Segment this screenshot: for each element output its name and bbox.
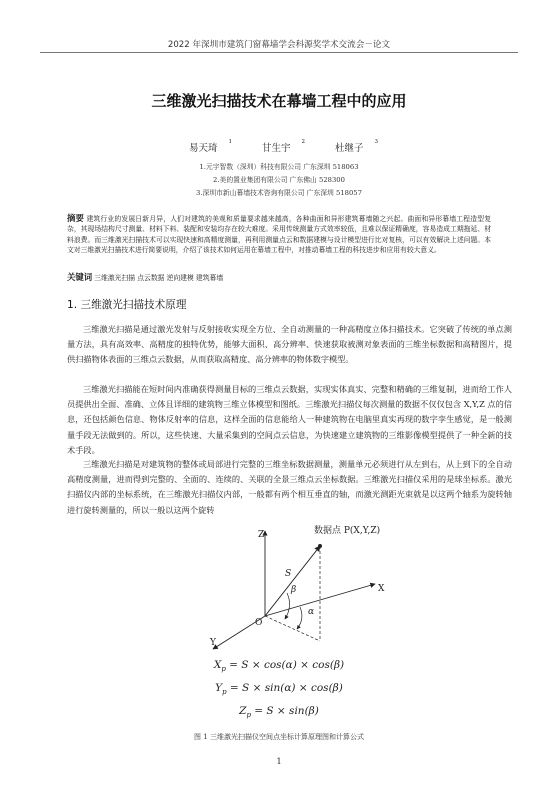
author-name: 甘生宇 bbox=[261, 143, 291, 154]
affiliation: 3.深圳市新山幕墙技术咨询有限公司 广东深圳 518057 bbox=[196, 189, 362, 197]
equation-subscript: p bbox=[246, 711, 251, 720]
equation-variable: X bbox=[213, 659, 222, 671]
section-heading: 1. 三维激光扫描技术原理 bbox=[67, 299, 187, 311]
equation bbox=[0, 705, 558, 719]
origin-label: O bbox=[255, 618, 263, 628]
equation-variable: Z bbox=[239, 705, 247, 717]
body-paragraph: 三维激光扫描是通过激光发射与反射接收实现全方位、全自动测量的一种高精度立体扫描技术。它突破了传统的单点测量方法，具有高效率、高精度的独特优势，能够大面积、高分辨率、快速获取被测对象表面的三维坐标数据和高精图片，提供扫描物体表面的三维点云数据，从而获取高精度、高分辨率的物体数字模型。 bbox=[67, 324, 512, 365]
equation-expression: = S × sin(β) bbox=[250, 705, 319, 717]
data-point bbox=[318, 544, 322, 548]
author-name: 杜继子 bbox=[335, 143, 364, 154]
author-list bbox=[0, 140, 558, 154]
point-label: 数据点 P(X,Y,Z) bbox=[314, 526, 381, 536]
body-paragraph: 三维激光扫描是对建筑物的整体或局部进行完整的三维坐标数据测量，测量单元必须进行从左到右，从上到下的全自动高精度测量，进而得到完整的、全面的、连续的、关联的全景三维点云坐标数据。三维激光扫描仪采用的是球坐标系。激光扫描仪内部的坐标系统，在三维激光扫描仪内部，一般都有两个相互垂直的轴，而激光测距光束就是以这两个轴系为旋转轴进行旋转测量的，所以一般以这两个旋转 bbox=[67, 459, 512, 515]
author bbox=[326, 139, 379, 154]
keywords-text: 三维激光扫描 点云数据 逆向建模 建筑幕墙 bbox=[92, 274, 224, 282]
alpha-label: α bbox=[308, 607, 315, 617]
y-axis-label: Y bbox=[210, 638, 216, 648]
x-axis-label: X bbox=[378, 584, 385, 594]
author-name: 易天琦 bbox=[188, 143, 218, 154]
keywords bbox=[67, 271, 223, 283]
beta-label: β bbox=[291, 585, 297, 595]
figure-caption: 图 1 三维激光扫描仪空间点坐标计算原理图和计算公式 bbox=[194, 733, 364, 741]
abstract-text: 建筑行业的发展日新月异，人们对建筑的美观和质量要求越来越高，各种曲面和异形建筑幕墙随之兴起。曲面和异形幕墙工程造型复杂，其现场结构尺寸测量、材料下料、装配和安装均存在较大难度。采用传统测量方式效率较低，且难以保证精确度，容易造成工期拖延、材料浪费。而三维激光扫描技术可以实现快速和高精度测量，再利用测量点云和数据建模与设计模型进行比对复核，可以有效解决上述问题。本文对三维激光扫描技术进行简要说明，介绍了该技术如何运用在幕墙工程中，对推动幕墙工程的科技进步和应用有较大意义。 bbox=[67, 215, 491, 254]
author-affiliation-mark: 1 bbox=[228, 139, 232, 145]
equation-subscript: p bbox=[222, 688, 227, 697]
alpha-arc bbox=[297, 607, 302, 629]
equation bbox=[0, 682, 558, 696]
equation bbox=[0, 659, 558, 673]
affiliation: 2.美的置业集团有限公司 广东佛山 528300 bbox=[213, 176, 345, 184]
equation-expression: = S × cos(α) × cos(β) bbox=[225, 659, 345, 671]
paper-title: 三维激光扫描技术在幕墙工程中的应用 bbox=[151, 92, 407, 110]
running-header: 2022 年深圳市建筑门窗幕墙学会科源奖学术交流会－论文 bbox=[167, 40, 391, 50]
author bbox=[180, 139, 232, 154]
abstract-label: 摘要 bbox=[67, 213, 85, 223]
body-paragraph: 三维激光扫描能在短时间内准确获得测量目标的三维点云数据，实现实体真实、完整和精确的三维复制，进而给工作人员提供出全面、准确、立体且详细的建筑物三维立体模型和图纸。三维激光扫描仪每次测量的数据不仅仅包含 X,Y,Z 点的信息，还包括颜色信息、物体反射率的信息，这样全面的信息能给人一种建筑物在电脑里真实再现的数字孪生感觉，是一般测量手段无法做到的。所以，这些快速、大量采集到的空间点云信息，为快速建立建筑物的三维影像模型提供了一种全新的技术手段。 bbox=[67, 384, 512, 455]
author-affiliation-mark: 3 bbox=[374, 139, 379, 145]
equation-variable: Y bbox=[215, 682, 223, 694]
abstract bbox=[67, 213, 491, 255]
equation-subscript: p bbox=[221, 665, 226, 674]
affiliation: 1.元宇智数（深圳）科技有限公司 广东深圳 518063 bbox=[199, 163, 359, 171]
author bbox=[253, 139, 305, 154]
coordinate-diagram bbox=[175, 521, 395, 661]
header-rule bbox=[40, 52, 518, 53]
author-affiliation-mark: 2 bbox=[301, 139, 305, 145]
beta-arc bbox=[285, 593, 290, 619]
z-axis-label: Z bbox=[258, 530, 265, 540]
keywords-label: 关键词 bbox=[67, 272, 93, 282]
ground-projection bbox=[265, 616, 320, 641]
range-label: S bbox=[285, 569, 292, 579]
page-number: 1 bbox=[276, 757, 282, 766]
equation-expression: = S × sin(α) × cos(β) bbox=[226, 682, 343, 694]
range-vector bbox=[265, 546, 320, 616]
